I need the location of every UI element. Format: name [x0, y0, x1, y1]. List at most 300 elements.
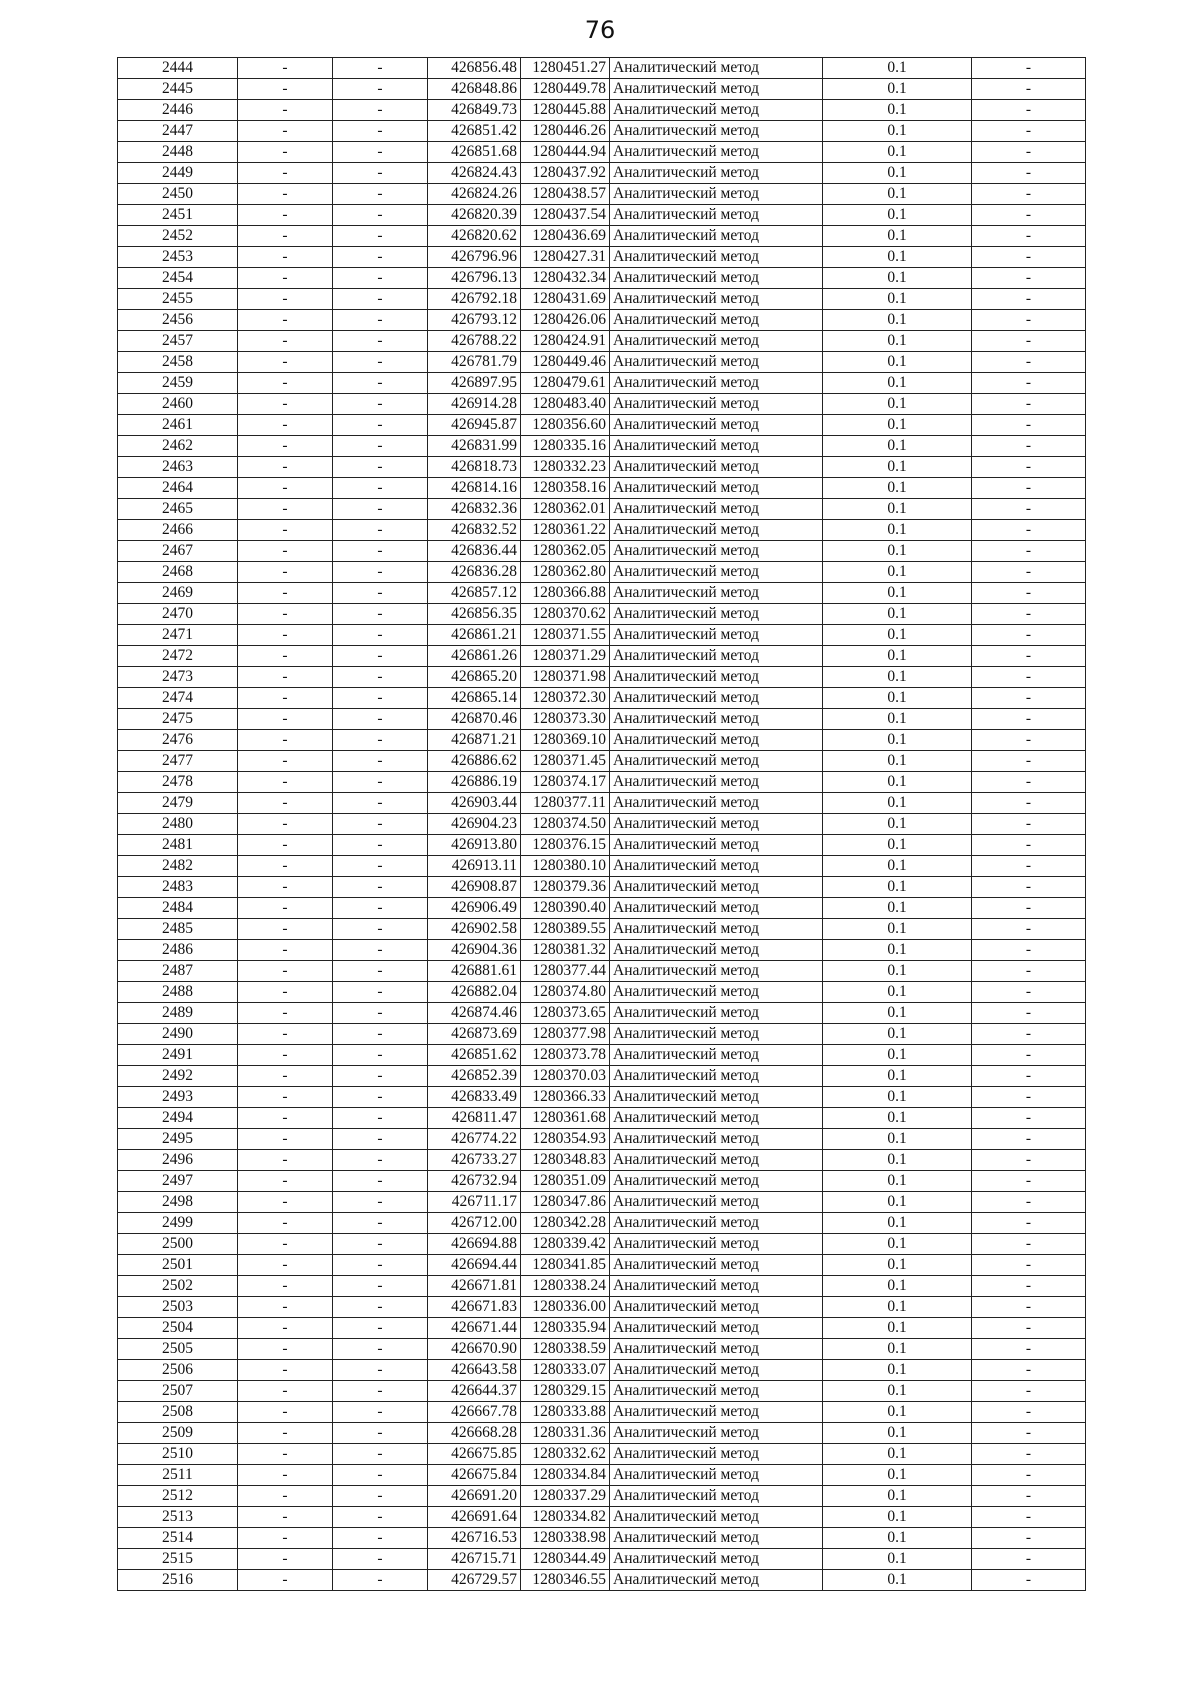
dash-cell: - [238, 1276, 333, 1297]
dash-cell: - [238, 919, 333, 940]
table-row [118, 898, 1086, 919]
table-row [118, 919, 1086, 940]
y-coordinate-cell: 1280373.65 [521, 1003, 610, 1024]
dash-cell: - [972, 814, 1086, 835]
point-number-cell: 2490 [118, 1024, 238, 1045]
dash-cell: - [333, 1486, 428, 1507]
point-number-cell: 2462 [118, 436, 238, 457]
x-coordinate-cell: 426851.62 [428, 1045, 521, 1066]
accuracy-cell: 0.1 [823, 163, 972, 184]
dash-cell: - [333, 415, 428, 436]
y-coordinate-cell: 1280427.31 [521, 247, 610, 268]
table-row [118, 121, 1086, 142]
x-coordinate-cell: 426873.69 [428, 1024, 521, 1045]
dash-cell: - [333, 835, 428, 856]
dash-cell: - [333, 1465, 428, 1486]
dash-cell: - [238, 247, 333, 268]
accuracy-cell: 0.1 [823, 1255, 972, 1276]
dash-cell: - [238, 772, 333, 793]
dash-cell: - [238, 1255, 333, 1276]
dash-cell: - [333, 1066, 428, 1087]
method-cell: Аналитический метод [610, 877, 823, 898]
y-coordinate-cell: 1280341.85 [521, 1255, 610, 1276]
table-row [118, 499, 1086, 520]
dash-cell: - [972, 667, 1086, 688]
y-coordinate-cell: 1280331.36 [521, 1423, 610, 1444]
accuracy-cell: 0.1 [823, 751, 972, 772]
y-coordinate-cell: 1280335.94 [521, 1318, 610, 1339]
method-cell: Аналитический метод [610, 1213, 823, 1234]
y-coordinate-cell: 1280374.80 [521, 982, 610, 1003]
table-row [118, 352, 1086, 373]
point-number-cell: 2449 [118, 163, 238, 184]
dash-cell: - [972, 835, 1086, 856]
page-number: 76 [584, 16, 616, 44]
x-coordinate-cell: 426644.37 [428, 1381, 521, 1402]
x-coordinate-cell: 426897.95 [428, 373, 521, 394]
y-coordinate-cell: 1280333.88 [521, 1402, 610, 1423]
y-coordinate-cell: 1280377.11 [521, 793, 610, 814]
y-coordinate-cell: 1280432.34 [521, 268, 610, 289]
dash-cell: - [238, 667, 333, 688]
point-number-cell: 2464 [118, 478, 238, 499]
point-number-cell: 2476 [118, 730, 238, 751]
dash-cell: - [972, 1087, 1086, 1108]
dash-cell: - [238, 1024, 333, 1045]
dash-cell: - [238, 814, 333, 835]
point-number-cell: 2487 [118, 961, 238, 982]
y-coordinate-cell: 1280445.88 [521, 100, 610, 121]
table-row [118, 415, 1086, 436]
method-cell: Аналитический метод [610, 457, 823, 478]
dash-cell: - [333, 562, 428, 583]
table-row [118, 1465, 1086, 1486]
x-coordinate-cell: 426832.52 [428, 520, 521, 541]
method-cell: Аналитический метод [610, 1129, 823, 1150]
accuracy-cell: 0.1 [823, 877, 972, 898]
accuracy-cell: 0.1 [823, 289, 972, 310]
dash-cell: - [972, 1402, 1086, 1423]
dash-cell: - [333, 1129, 428, 1150]
method-cell: Аналитический метод [610, 1486, 823, 1507]
point-number-cell: 2493 [118, 1087, 238, 1108]
method-cell: Аналитический метод [610, 1276, 823, 1297]
method-cell: Аналитический метод [610, 436, 823, 457]
accuracy-cell: 0.1 [823, 625, 972, 646]
dash-cell: - [333, 730, 428, 751]
dash-cell: - [238, 1129, 333, 1150]
x-coordinate-cell: 426865.20 [428, 667, 521, 688]
accuracy-cell: 0.1 [823, 583, 972, 604]
table-row [118, 835, 1086, 856]
table-row [118, 331, 1086, 352]
accuracy-cell: 0.1 [823, 79, 972, 100]
dash-cell: - [238, 1360, 333, 1381]
accuracy-cell: 0.1 [823, 205, 972, 226]
dash-cell: - [972, 1486, 1086, 1507]
y-coordinate-cell: 1280390.40 [521, 898, 610, 919]
dash-cell: - [333, 856, 428, 877]
dash-cell: - [238, 436, 333, 457]
x-coordinate-cell: 426711.17 [428, 1192, 521, 1213]
dash-cell: - [333, 541, 428, 562]
x-coordinate-cell: 426906.49 [428, 898, 521, 919]
point-number-cell: 2454 [118, 268, 238, 289]
table-row [118, 604, 1086, 625]
x-coordinate-cell: 426691.20 [428, 1486, 521, 1507]
table-row [118, 1507, 1086, 1528]
dash-cell: - [238, 184, 333, 205]
accuracy-cell: 0.1 [823, 919, 972, 940]
dash-cell: - [238, 898, 333, 919]
method-cell: Аналитический метод [610, 394, 823, 415]
table-row [118, 667, 1086, 688]
accuracy-cell: 0.1 [823, 415, 972, 436]
accuracy-cell: 0.1 [823, 1528, 972, 1549]
x-coordinate-cell: 426881.61 [428, 961, 521, 982]
point-number-cell: 2447 [118, 121, 238, 142]
method-cell: Аналитический метод [610, 1045, 823, 1066]
accuracy-cell: 0.1 [823, 1045, 972, 1066]
dash-cell: - [333, 1045, 428, 1066]
dash-cell: - [238, 982, 333, 1003]
dash-cell: - [333, 1423, 428, 1444]
dash-cell: - [238, 1486, 333, 1507]
accuracy-cell: 0.1 [823, 1129, 972, 1150]
y-coordinate-cell: 1280334.82 [521, 1507, 610, 1528]
x-coordinate-cell: 426856.35 [428, 604, 521, 625]
method-cell: Аналитический метод [610, 772, 823, 793]
method-cell: Аналитический метод [610, 520, 823, 541]
dash-cell: - [972, 583, 1086, 604]
accuracy-cell: 0.1 [823, 709, 972, 730]
point-number-cell: 2486 [118, 940, 238, 961]
x-coordinate-cell: 426671.81 [428, 1276, 521, 1297]
dash-cell: - [238, 58, 333, 79]
dash-cell: - [972, 247, 1086, 268]
dash-cell: - [238, 457, 333, 478]
accuracy-cell: 0.1 [823, 1339, 972, 1360]
x-coordinate-cell: 426852.39 [428, 1066, 521, 1087]
accuracy-cell: 0.1 [823, 1150, 972, 1171]
method-cell: Аналитический метод [610, 1192, 823, 1213]
point-number-cell: 2499 [118, 1213, 238, 1234]
accuracy-cell: 0.1 [823, 541, 972, 562]
point-number-cell: 2502 [118, 1276, 238, 1297]
x-coordinate-cell: 426668.28 [428, 1423, 521, 1444]
dash-cell: - [972, 58, 1086, 79]
accuracy-cell: 0.1 [823, 1360, 972, 1381]
dash-cell: - [972, 268, 1086, 289]
accuracy-cell: 0.1 [823, 898, 972, 919]
x-coordinate-cell: 426902.58 [428, 919, 521, 940]
table-row [118, 940, 1086, 961]
accuracy-cell: 0.1 [823, 730, 972, 751]
dash-cell: - [972, 1213, 1086, 1234]
dash-cell: - [238, 1234, 333, 1255]
method-cell: Аналитический метод [610, 58, 823, 79]
x-coordinate-cell: 426796.96 [428, 247, 521, 268]
dash-cell: - [972, 730, 1086, 751]
method-cell: Аналитический метод [610, 121, 823, 142]
dash-cell: - [972, 1003, 1086, 1024]
table-row [118, 226, 1086, 247]
table-row [118, 583, 1086, 604]
table-row [118, 1213, 1086, 1234]
dash-cell: - [238, 1192, 333, 1213]
dash-cell: - [972, 982, 1086, 1003]
dash-cell: - [333, 1024, 428, 1045]
y-coordinate-cell: 1280361.22 [521, 520, 610, 541]
dash-cell: - [972, 1129, 1086, 1150]
dash-cell: - [333, 940, 428, 961]
method-cell: Аналитический метод [610, 1255, 823, 1276]
table-row [118, 1003, 1086, 1024]
y-coordinate-cell: 1280370.03 [521, 1066, 610, 1087]
table-row [118, 1549, 1086, 1570]
dash-cell: - [238, 751, 333, 772]
accuracy-cell: 0.1 [823, 373, 972, 394]
accuracy-cell: 0.1 [823, 247, 972, 268]
dash-cell: - [238, 373, 333, 394]
dash-cell: - [333, 814, 428, 835]
dash-cell: - [238, 205, 333, 226]
dash-cell: - [238, 1381, 333, 1402]
table-row [118, 1423, 1086, 1444]
point-number-cell: 2448 [118, 142, 238, 163]
dash-cell: - [972, 877, 1086, 898]
method-cell: Аналитический метод [610, 667, 823, 688]
dash-cell: - [972, 1234, 1086, 1255]
point-number-cell: 2466 [118, 520, 238, 541]
dash-cell: - [972, 289, 1086, 310]
table-row [118, 394, 1086, 415]
dash-cell: - [972, 1549, 1086, 1570]
dash-cell: - [238, 478, 333, 499]
dash-cell: - [333, 1276, 428, 1297]
accuracy-cell: 0.1 [823, 1444, 972, 1465]
dash-cell: - [238, 1045, 333, 1066]
x-coordinate-cell: 426774.22 [428, 1129, 521, 1150]
accuracy-cell: 0.1 [823, 520, 972, 541]
table-row [118, 58, 1086, 79]
y-coordinate-cell: 1280380.10 [521, 856, 610, 877]
dash-cell: - [972, 1507, 1086, 1528]
x-coordinate-cell: 426904.23 [428, 814, 521, 835]
dash-cell: - [333, 1528, 428, 1549]
method-cell: Аналитический метод [610, 226, 823, 247]
table-row [118, 184, 1086, 205]
table-row [118, 1276, 1086, 1297]
point-number-cell: 2491 [118, 1045, 238, 1066]
accuracy-cell: 0.1 [823, 1087, 972, 1108]
point-number-cell: 2483 [118, 877, 238, 898]
dash-cell: - [238, 1339, 333, 1360]
accuracy-cell: 0.1 [823, 184, 972, 205]
method-cell: Аналитический метод [610, 835, 823, 856]
accuracy-cell: 0.1 [823, 1570, 972, 1591]
table-row [118, 1381, 1086, 1402]
dash-cell: - [972, 856, 1086, 877]
dash-cell: - [972, 478, 1086, 499]
method-cell: Аналитический метод [610, 1402, 823, 1423]
dash-cell: - [238, 961, 333, 982]
table-row [118, 1402, 1086, 1423]
y-coordinate-cell: 1280437.92 [521, 163, 610, 184]
x-coordinate-cell: 426871.21 [428, 730, 521, 751]
method-cell: Аналитический метод [610, 79, 823, 100]
point-number-cell: 2473 [118, 667, 238, 688]
point-number-cell: 2461 [118, 415, 238, 436]
dash-cell: - [972, 1381, 1086, 1402]
accuracy-cell: 0.1 [823, 835, 972, 856]
dash-cell: - [333, 373, 428, 394]
point-number-cell: 2485 [118, 919, 238, 940]
dash-cell: - [333, 1381, 428, 1402]
dash-cell: - [972, 394, 1086, 415]
table-row [118, 1570, 1086, 1591]
table-row [118, 1528, 1086, 1549]
table-row [118, 310, 1086, 331]
dash-cell: - [972, 793, 1086, 814]
dash-cell: - [333, 1213, 428, 1234]
point-number-cell: 2453 [118, 247, 238, 268]
dash-cell: - [333, 1234, 428, 1255]
dash-cell: - [972, 625, 1086, 646]
x-coordinate-cell: 426882.04 [428, 982, 521, 1003]
dash-cell: - [972, 142, 1086, 163]
method-cell: Аналитический метод [610, 373, 823, 394]
method-cell: Аналитический метод [610, 1171, 823, 1192]
dash-cell: - [972, 562, 1086, 583]
table-row [118, 1444, 1086, 1465]
x-coordinate-cell: 426694.44 [428, 1255, 521, 1276]
dash-cell: - [333, 457, 428, 478]
dash-cell: - [333, 1570, 428, 1591]
dash-cell: - [333, 1444, 428, 1465]
y-coordinate-cell: 1280483.40 [521, 394, 610, 415]
y-coordinate-cell: 1280362.05 [521, 541, 610, 562]
dash-cell: - [333, 1003, 428, 1024]
point-number-cell: 2496 [118, 1150, 238, 1171]
y-coordinate-cell: 1280332.23 [521, 457, 610, 478]
method-cell: Аналитический метод [610, 499, 823, 520]
method-cell: Аналитический метод [610, 814, 823, 835]
y-coordinate-cell: 1280376.15 [521, 835, 610, 856]
x-coordinate-cell: 426712.00 [428, 1213, 521, 1234]
table-row [118, 1360, 1086, 1381]
dash-cell: - [333, 709, 428, 730]
method-cell: Аналитический метод [610, 352, 823, 373]
y-coordinate-cell: 1280437.54 [521, 205, 610, 226]
dash-cell: - [972, 1318, 1086, 1339]
table-row [118, 373, 1086, 394]
accuracy-cell: 0.1 [823, 1381, 972, 1402]
y-coordinate-cell: 1280446.26 [521, 121, 610, 142]
point-number-cell: 2458 [118, 352, 238, 373]
method-cell: Аналитический метод [610, 1087, 823, 1108]
x-coordinate-cell: 426729.57 [428, 1570, 521, 1591]
y-coordinate-cell: 1280370.62 [521, 604, 610, 625]
dash-cell: - [333, 688, 428, 709]
y-coordinate-cell: 1280339.42 [521, 1234, 610, 1255]
dash-cell: - [238, 1423, 333, 1444]
dash-cell: - [333, 121, 428, 142]
dash-cell: - [972, 1528, 1086, 1549]
table-row [118, 541, 1086, 562]
dash-cell: - [238, 268, 333, 289]
method-cell: Аналитический метод [610, 247, 823, 268]
dash-cell: - [333, 1360, 428, 1381]
dash-cell: - [238, 394, 333, 415]
method-cell: Аналитический метод [610, 1360, 823, 1381]
x-coordinate-cell: 426874.46 [428, 1003, 521, 1024]
point-number-cell: 2444 [118, 58, 238, 79]
point-number-cell: 2482 [118, 856, 238, 877]
dash-cell: - [972, 1297, 1086, 1318]
table-row [118, 1297, 1086, 1318]
table-row [118, 1108, 1086, 1129]
y-coordinate-cell: 1280374.17 [521, 772, 610, 793]
y-coordinate-cell: 1280373.78 [521, 1045, 610, 1066]
dash-cell: - [333, 205, 428, 226]
table-row [118, 1192, 1086, 1213]
y-coordinate-cell: 1280366.33 [521, 1087, 610, 1108]
y-coordinate-cell: 1280371.45 [521, 751, 610, 772]
x-coordinate-cell: 426781.79 [428, 352, 521, 373]
point-number-cell: 2505 [118, 1339, 238, 1360]
table-row [118, 1024, 1086, 1045]
accuracy-cell: 0.1 [823, 478, 972, 499]
method-cell: Аналитический метод [610, 1528, 823, 1549]
dash-cell: - [333, 667, 428, 688]
dash-cell: - [333, 604, 428, 625]
dash-cell: - [972, 1444, 1086, 1465]
table-row [118, 688, 1086, 709]
method-cell: Аналитический метод [610, 604, 823, 625]
point-number-cell: 2472 [118, 646, 238, 667]
y-coordinate-cell: 1280379.36 [521, 877, 610, 898]
method-cell: Аналитический метод [610, 1570, 823, 1591]
dash-cell: - [238, 1150, 333, 1171]
x-coordinate-cell: 426913.11 [428, 856, 521, 877]
accuracy-cell: 0.1 [823, 310, 972, 331]
method-cell: Аналитический метод [610, 709, 823, 730]
point-number-cell: 2481 [118, 835, 238, 856]
dash-cell: - [238, 1444, 333, 1465]
point-number-cell: 2470 [118, 604, 238, 625]
dash-cell: - [238, 79, 333, 100]
dash-cell: - [238, 1066, 333, 1087]
method-cell: Аналитический метод [610, 184, 823, 205]
method-cell: Аналитический метод [610, 1423, 823, 1444]
y-coordinate-cell: 1280373.30 [521, 709, 610, 730]
dash-cell: - [333, 352, 428, 373]
y-coordinate-cell: 1280371.98 [521, 667, 610, 688]
dash-cell: - [972, 688, 1086, 709]
y-coordinate-cell: 1280332.62 [521, 1444, 610, 1465]
accuracy-cell: 0.1 [823, 856, 972, 877]
y-coordinate-cell: 1280436.69 [521, 226, 610, 247]
y-coordinate-cell: 1280335.16 [521, 436, 610, 457]
dash-cell: - [972, 1423, 1086, 1444]
table-row [118, 814, 1086, 835]
dash-cell: - [238, 793, 333, 814]
dash-cell: - [238, 541, 333, 562]
point-number-cell: 2516 [118, 1570, 238, 1591]
dash-cell: - [238, 415, 333, 436]
x-coordinate-cell: 426667.78 [428, 1402, 521, 1423]
